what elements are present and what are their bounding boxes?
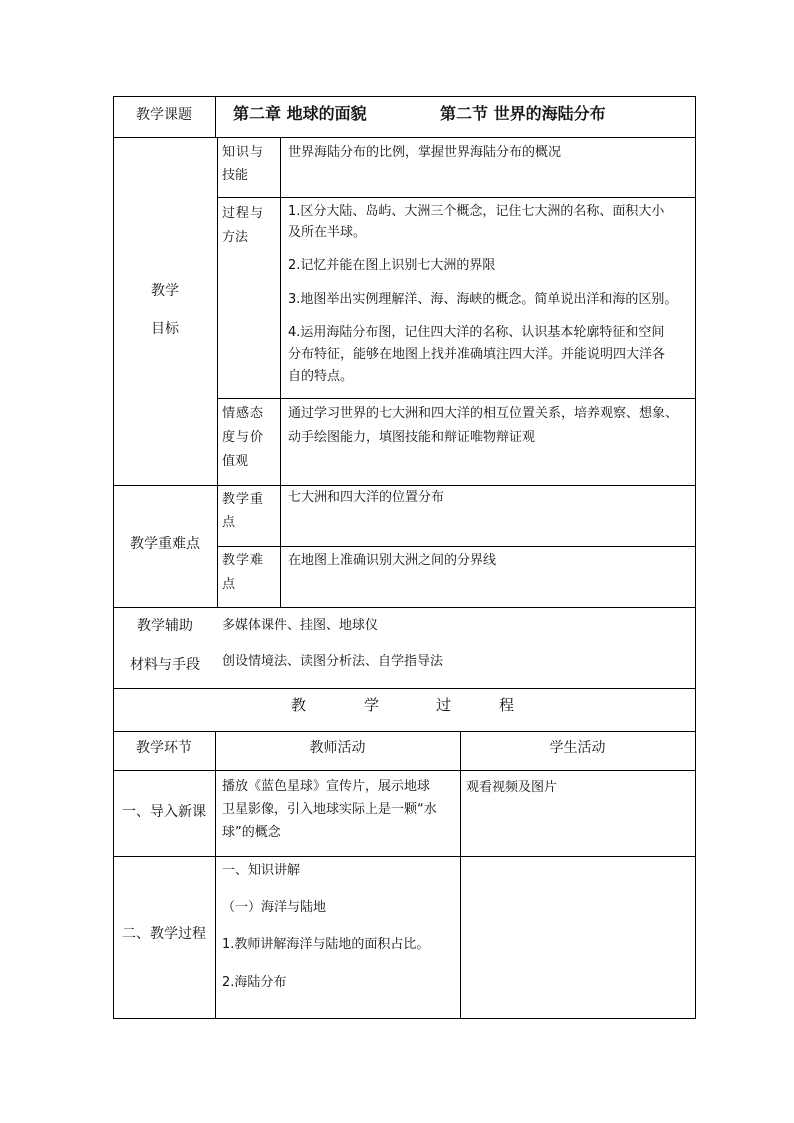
border — [113, 1018, 696, 1019]
process-label: 过程与 — [222, 206, 265, 221]
process-heading-char: 过 — [436, 696, 453, 714]
border — [113, 770, 696, 771]
teacher-activity: 一、知识讲解 — [222, 863, 301, 878]
border — [280, 137, 281, 485]
emotion-content: 动手绘图能力，填图技能和辩证唯物辩证观 — [288, 430, 536, 445]
process-heading-char: 教 — [291, 696, 308, 714]
teacher-activity: （一）海洋与陆地 — [222, 900, 327, 915]
border — [217, 197, 696, 198]
column-header-student: 学生活动 — [549, 740, 606, 756]
objectives-label: 教学 — [151, 283, 179, 299]
teacher-activity: 1.教师讲解海洋与陆地的面积占比。 — [222, 937, 430, 952]
difficulty-label: 点 — [222, 577, 236, 592]
process-item: 及所在半球。 — [288, 225, 367, 240]
border — [113, 731, 696, 732]
border — [113, 137, 696, 138]
border — [215, 731, 216, 1019]
process-heading-char: 学 — [364, 696, 381, 714]
knowledge-label: 知识与 — [222, 145, 265, 160]
section-title: 第二节 世界的海陆分布 — [440, 104, 606, 123]
border — [113, 96, 696, 97]
column-header-teacher: 教师活动 — [309, 740, 366, 756]
focus-label: 教学重 — [222, 492, 265, 507]
border — [113, 485, 696, 486]
process-item: 分布特征，能够在地图上找并准确填注四大洋。并能说明四大洋各 — [288, 347, 666, 362]
border — [215, 96, 216, 137]
process-label: 方法 — [222, 230, 249, 245]
border — [113, 607, 696, 608]
student-activity: 观看视频及图片 — [466, 780, 558, 795]
border — [280, 485, 281, 607]
process-item: 1.区分大陆、岛屿、大洲三个概念，记住七大洲的名称、面积大小 — [288, 204, 665, 219]
teacher-activity: 播放《蓝色星球》宣传片，展示地球 — [222, 779, 431, 794]
border — [460, 731, 461, 1019]
topic-label: 教学课题 — [136, 107, 192, 123]
focus-content: 七大洲和四大洋的位置分布 — [288, 490, 445, 505]
border — [217, 137, 218, 607]
knowledge-content: 世界海陆分布的比例，掌握世界海陆分布的概况 — [288, 145, 562, 160]
emotion-label: 值观 — [222, 454, 249, 469]
process-heading-char: 程 — [499, 696, 516, 714]
aids-content: 多媒体课件、挂图、地球仪 — [222, 618, 379, 633]
process-item: 2.记忆并能在图上识别七大洲的界限 — [288, 258, 496, 273]
stage-cell: 一、导入新课 — [122, 804, 206, 820]
keypoints-label: 教学重难点 — [130, 536, 200, 552]
border — [695, 96, 696, 1019]
difficulty-content: 在地图上准确识别大洲之间的分界线 — [288, 553, 497, 568]
knowledge-label: 技能 — [222, 168, 249, 183]
process-item: 3.地图举出实例理解洋、海、海峡的概念。简单说出洋和海的区别。 — [288, 292, 678, 307]
border — [217, 546, 696, 547]
aids-content: 创设情境法、读图分析法、自学指导法 — [222, 654, 444, 669]
process-item: 4.运用海陆分布图，记住四大洋的名称、认识基本轮廓特征和空间 — [288, 325, 665, 340]
focus-label: 点 — [222, 515, 236, 530]
emotion-label: 度与价 — [222, 430, 265, 445]
teacher-activity: 2.海陆分布 — [222, 975, 287, 990]
border — [113, 688, 696, 689]
emotion-content: 通过学习世界的七大洲和四大洋的相互位置关系，培养观察、想象、 — [288, 406, 679, 421]
aids-label: 材料与手段 — [130, 657, 200, 673]
border — [113, 856, 696, 857]
stage-cell: 二、教学过程 — [122, 926, 206, 942]
chapter-title: 第二章 地球的面貌 — [233, 104, 367, 123]
column-header-stage: 教学环节 — [136, 740, 192, 756]
teacher-activity: 卫星影像，引入地球实际上是一颗“水 — [222, 802, 437, 817]
emotion-label: 情感态 — [222, 406, 265, 421]
border — [217, 398, 696, 399]
difficulty-label: 教学难 — [222, 553, 265, 568]
teacher-activity: 球”的概念 — [222, 825, 281, 840]
objectives-label: 目标 — [151, 321, 179, 337]
border — [113, 96, 114, 1019]
process-item: 自的特点。 — [288, 369, 354, 384]
aids-label: 教学辅助 — [137, 618, 193, 634]
